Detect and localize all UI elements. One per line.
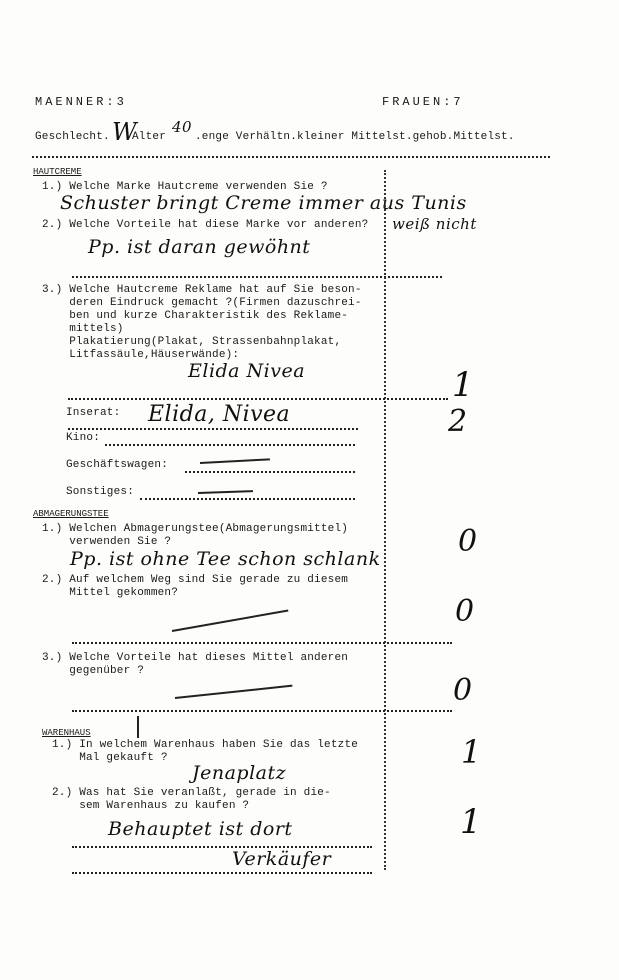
abmagerung-q2-line-2: Mittel gekommen? <box>42 587 179 599</box>
q3-line-5: Plakatierung(Plakat, Strassenbahnplakat, <box>42 336 342 348</box>
divider <box>32 156 550 158</box>
hautcreme-a3-inserat: Elida, Nivea <box>148 402 291 427</box>
tick-mark <box>137 716 139 738</box>
section-title-hautcreme: HAUTCREME <box>33 167 82 177</box>
header-frauen: FRAUEN:7 <box>382 95 464 109</box>
q3-line-3: ben und kurze Charakteristik des Reklame- <box>42 310 349 322</box>
margin-mark: 0 <box>453 673 473 708</box>
q3-line-6: Litfassäule,Häuserwände): <box>42 349 240 361</box>
warenhaus-q2-line-1: 2.) Was hat Sie veranlaßt, gerade in die- <box>52 787 331 799</box>
margin-mark: 1 <box>452 365 474 405</box>
dotted-line <box>72 642 452 644</box>
hautcreme-a1: Schuster bringt Creme immer aus Tunis <box>60 192 467 214</box>
hautcreme-a2-margin: weiß nicht <box>392 215 477 233</box>
hautcreme-q3 <box>42 284 362 362</box>
dash-stroke <box>198 490 253 494</box>
abmagerung-q2-line-1: 2.) Auf welchem Weg sind Sie gerade zu diesem <box>42 574 349 586</box>
sonstiges-label: Sonstiges: <box>66 486 135 498</box>
abmagerung-q3-line-1: 3.) Welche Vorteile hat dieses Mittel anderen <box>42 652 349 664</box>
hautcreme-a2: Pp. ist daran gewöhnt <box>88 236 311 258</box>
margin-mark: 0 <box>455 594 475 629</box>
abmagerung-a1: Pp. ist ohne Tee schon schlank <box>70 548 381 570</box>
margin-mark: 1 <box>460 802 482 842</box>
dotted-line <box>185 471 355 473</box>
dotted-line <box>72 276 442 278</box>
warenhaus-q1-line-2: Mal gekauft ? <box>52 752 168 764</box>
q3-line-4: mittels) <box>42 323 124 335</box>
hautcreme-q2: 2.) Welche Vorteile hat diese Marke vor anderen? <box>42 219 369 231</box>
hautcreme-q1: 1.) Welche Marke Hautcreme verwenden Sie ? <box>42 181 328 193</box>
margin-mark: 0 <box>458 524 478 559</box>
dotted-line <box>68 398 448 400</box>
column-separator <box>384 170 386 870</box>
header-maenner: MAENNER:3 <box>35 95 127 109</box>
alter-label: Alter <box>132 131 167 143</box>
q3-line-2: deren Eindruck gemacht ?(Firmen dazuschrei- <box>42 297 362 309</box>
dotted-line <box>72 710 452 712</box>
warenhaus-q1-line-1: 1.) In welchem Warenhaus haben Sie das letzte <box>52 739 359 751</box>
dotted-line <box>140 498 355 500</box>
category-labels: .enge Verhältn.kleiner Mittelst.gehob.Mittelst. <box>195 131 515 143</box>
hw-age: 40 <box>172 118 193 136</box>
warenhaus-a1: Jenaplatz <box>192 762 287 784</box>
dotted-line <box>68 428 358 430</box>
warenhaus-q2-line-2: sem Warenhaus zu kaufen ? <box>52 800 250 812</box>
abmagerung-q1-line-1: 1.) Welchen Abmagerungstee(Abmagerungsmittel) <box>42 523 349 535</box>
section-title-warenhaus: WARENHAUS <box>42 728 91 738</box>
dash-stroke <box>200 458 270 464</box>
geschaeftswagen-label: Geschäftswagen: <box>66 459 169 471</box>
dotted-line <box>105 444 355 446</box>
hw-sex: W <box>112 118 138 146</box>
dotted-line <box>72 872 372 874</box>
margin-mark: 1 <box>461 733 482 771</box>
margin-mark: 2 <box>448 404 468 439</box>
hautcreme-a3-plakat: Elida Nivea <box>188 360 306 382</box>
section-title-abmagerung: ABMAGERUNGSTEE <box>33 509 109 519</box>
geschlecht-label: Geschlecht. <box>35 131 110 143</box>
inserat-label: Inserat: <box>66 407 121 419</box>
dash-stroke <box>175 685 293 699</box>
abmagerung-q3-line-2: gegenüber ? <box>42 665 145 677</box>
dash-stroke <box>172 610 289 632</box>
warenhaus-a2-line1: Behauptet ist dort <box>108 818 293 840</box>
warenhaus-a2-line2: Verkäufer <box>232 848 332 870</box>
abmagerung-q1-line-2: verwenden Sie ? <box>42 536 172 548</box>
kino-label: Kino: <box>66 432 101 444</box>
q3-line-1: 3.) Welche Hautcreme Reklame hat auf Sie beson- <box>42 284 362 296</box>
